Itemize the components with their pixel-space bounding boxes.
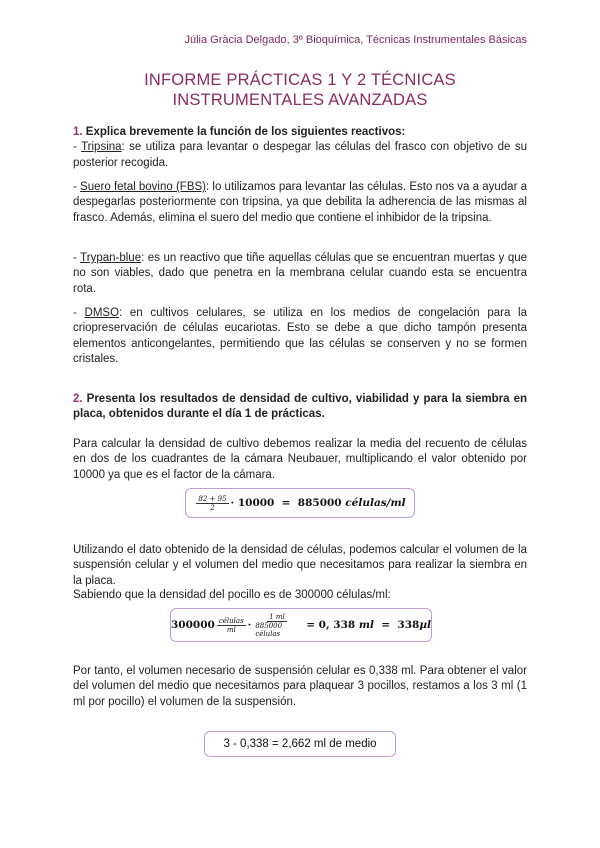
- list-item: - Suero fetal bovino (FBS): lo utilizamos para levantar las células. Esto nos va a ayudar a despegarlas posteriormente con tripsina, ya que debilita la adherencia de las mismas al frasco. Además, elimina el suero del medio que contiene el inhibidor de la tripsina.: [73, 181, 528, 224]
- paragraph: Utilizando el dato obtenido de la densidad de células, podemos calcular el volumen de la suspensión celular y el volumen del medio que necesitamos para realizar la siembra en la placa.: [73, 544, 527, 587]
- question-1: [73, 125, 527, 171]
- fraction: $\frac{1 ml}{\text{885000 células}}$: [255, 612, 285, 638]
- list-item: - Trypan-blue: es un reactivo que tiñe aquellas células que se encuentran muertas y que no son viables, dado que penetra en la membrana celular cuando esta se encuentra rota.: [73, 252, 528, 295]
- question-2: [73, 392, 527, 423]
- question-number: 1.: [73, 126, 83, 138]
- equation-box-volume: 300000 $\frac{\text{células}}{ml}$ · $\frac{1 ml}{\text{885000 células}}$ = 0, 338 ml = 338 µl: [170, 608, 432, 642]
- term: Tripsina: [81, 141, 122, 154]
- question-number: 2.: [73, 393, 83, 405]
- question-text: Explica brevemente la función de los siguientes reactivos:: [85, 126, 406, 138]
- list-item: - DMSO: en cultivos celulares, se utiliza en los medios de congelación para la criopreservación de células eucariotas. Esto se debe a que dicho tampón presenta elementos anticongelantes, permitiendo que las células se conserven y no se formen cristales.: [73, 307, 527, 366]
- term: DMSO: [84, 307, 120, 319]
- list-item: - Tripsina: se utiliza para levantar o despegar las células del frasco con objetivo de su posterior recogida.: [73, 141, 527, 169]
- paragraph: Por tanto, el volumen necesario de suspensión celular es 0,338 ml. Para obtener el valor del volumen del medio que necesitamos para plaquear 3 pocillos, restamos a los 3 ml (1 ml por pocillo) el volumen de la suspensión.: [73, 665, 527, 708]
- term: Trypan-blue: [80, 252, 142, 264]
- page-title: INFORME PRÁCTICAS 1 Y 2 TÉCNICAS INSTRUMENTALES AVANZADAS: [144, 71, 456, 109]
- paragraph: Sabiendo que la densidad del pocillo es de 300000 células/ml:: [73, 589, 391, 601]
- term: Suero fetal bovino (FBS): [80, 181, 206, 193]
- page-header: Júlia Gràcia Delgado, 3º Bioquímica, Técnicas Instrumentales Básicas: [184, 34, 527, 46]
- fraction: $\frac{82 + 95}{2}$: [198, 494, 227, 512]
- fraction: $\frac{\text{células}}{ml}$: [218, 616, 244, 634]
- equation-box-density: $\frac{82 + 95}{2}$ · 10000 = 885000 células/ml: [185, 488, 415, 518]
- question-text: Presenta los resultados de densidad de cultivo, viabilidad y para la siembra en placa, obtenidos durante el día 1 de prácticas.: [73, 393, 528, 421]
- paragraph: Para calcular la densidad de cultivo debemos realizar la media del recuento de células en dos de los cuadrantes de la cámara Neubauer, multiplicando el valor obtenido por 10000 ya que es el factor de la cámara.: [73, 438, 527, 481]
- equation-box-medium: 3 - 0,338 = 2,662 ml de medio: [204, 731, 396, 757]
